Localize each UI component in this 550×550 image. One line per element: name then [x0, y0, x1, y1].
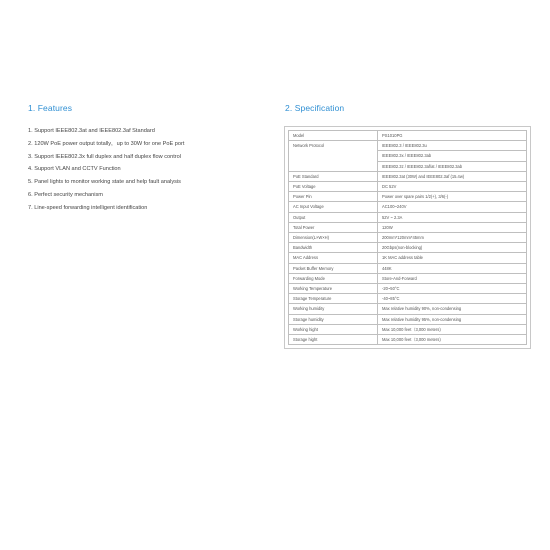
spec-label: Total Power — [289, 222, 378, 232]
spec-row — [289, 263, 527, 273]
feature-item: 6. Perfect security mechanism — [28, 191, 103, 198]
features-section — [28, 103, 268, 215]
spec-row — [289, 253, 527, 263]
spec-label: Dimension(L×W×H) — [289, 233, 378, 243]
spec-label: Output — [289, 212, 378, 222]
spec-row — [289, 273, 527, 283]
spec-row — [289, 243, 527, 253]
spec-label: Network Protocol — [289, 141, 378, 172]
spec-value: 120W — [378, 222, 527, 232]
spec-label: Working humidity — [289, 304, 378, 314]
feature-item: 4. Support VLAN and CCTV Function — [28, 166, 121, 173]
spec-row — [289, 141, 527, 151]
spec-label: AC Input Voltage — [289, 202, 378, 212]
spec-value: Max 10,000 feet（3,000 meters) — [378, 335, 527, 345]
spec-value: Max 10,000 feet（3,000 meters) — [378, 324, 527, 334]
spec-value: -20~50°C — [378, 284, 527, 294]
spec-row — [289, 304, 527, 314]
spec-label: Working Temperature — [289, 284, 378, 294]
spec-value: 448K — [378, 263, 527, 273]
spec-value: DC 52V — [378, 182, 527, 192]
spec-row — [289, 192, 527, 202]
spec-value: Max relative humidity 95%, non-condensing — [378, 314, 527, 324]
spec-value: -40~85°C — [378, 294, 527, 304]
spec-label: PoE Voltage — [289, 182, 378, 192]
spec-value: IEEE802.3 / IEEE802.3u — [378, 141, 527, 151]
spec-row — [289, 212, 527, 222]
features-title: 1. Features — [28, 103, 73, 113]
spec-label: Power Pin — [289, 192, 378, 202]
spec-value: 52V ~ 2.3A — [378, 212, 527, 222]
spec-value: Max relative humidity 90%, non-condensing — [378, 304, 527, 314]
spec-row — [289, 233, 527, 243]
feature-item: 7. Line-speed forwarding intelligent identification — [28, 204, 148, 211]
spec-label: PoE Standard — [289, 171, 378, 181]
feature-item: 1. Support IEEE802.3at and IEEE802.3af Standard — [28, 128, 155, 134]
spec-label: Packet Buffer Memory — [289, 263, 378, 273]
spec-value: Store-And-Forward — [378, 273, 527, 283]
spec-row — [289, 335, 527, 345]
spec-label: Model — [289, 131, 378, 141]
specification-section — [285, 103, 525, 345]
spec-label: Working hight — [289, 324, 378, 334]
spec-value: Power over spare pairs 1/2(+), 3/6(-) — [378, 192, 527, 202]
spec-row — [289, 324, 527, 334]
spec-row — [289, 284, 527, 294]
specification-table — [288, 130, 527, 345]
spec-row — [289, 202, 527, 212]
spec-row — [289, 314, 527, 324]
spec-label: Storage Temperature — [289, 294, 378, 304]
spec-value: PS1010PG — [378, 131, 527, 141]
spec-value: 20Gbps(non-blocking) — [378, 243, 527, 253]
specification-title: 2. Specification — [285, 103, 345, 113]
spec-row — [289, 131, 527, 141]
spec-value: 1K MAC address table — [378, 253, 527, 263]
spec-row — [289, 222, 527, 232]
feature-item: 3. Support IEEE802.3x full duplex and half duplex flow control — [28, 153, 181, 160]
features-list — [28, 125, 268, 215]
spec-row — [289, 171, 527, 181]
spec-value: AC100~240V — [378, 202, 527, 212]
spec-label: Forwarding Mode — [289, 273, 378, 283]
spec-label: Storage humidity — [289, 314, 378, 324]
feature-item: 2. 120W PoE power output totally，up to 30W for one PoE port — [28, 140, 185, 147]
spec-row — [289, 294, 527, 304]
spec-value: IEEE802.3x / IEEE802.3ab — [378, 151, 527, 161]
feature-item: 5. Panel lights to monitor working state and help fault analysis — [28, 179, 181, 186]
spec-value: 200mm*120mm*45mm — [378, 233, 527, 243]
spec-row — [289, 182, 527, 192]
specification-table-body — [289, 131, 527, 345]
spec-value: IEEE802.3at (30W) and IEEE802.3af (15.4w) — [378, 171, 527, 181]
spec-label: Storage hight — [289, 335, 378, 345]
spec-value: IEEE802.3z / IEEE802.3af/at / IEEE802.3ab — [378, 161, 527, 171]
spec-label: Bandwidth — [289, 243, 378, 253]
spec-label: MAC Address — [289, 253, 378, 263]
